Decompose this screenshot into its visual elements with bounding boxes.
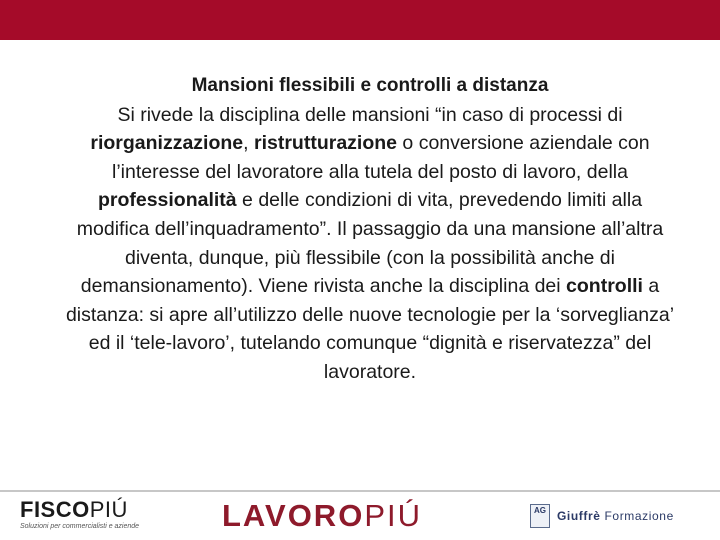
body-text-5: a distanza: si apre all’utilizzo delle nuove tecnologie per la ‘sorveglianza’ ed il ‘tele-lavoro’, tutelando comunque “dignità e riservatezza” del lavoratore.: [65, 275, 675, 383]
body-text-2: ,: [243, 132, 254, 155]
bold-term-riorganizzazione: riorganizzazione: [90, 132, 244, 155]
lavoropiu-logo: [222, 500, 472, 532]
giuffre-name: Giuffrè: [557, 509, 601, 523]
footer: [0, 490, 720, 540]
fiscopiu-logo: [20, 498, 150, 534]
lavoropiu-main: LAVORO: [222, 498, 365, 533]
giuffre-suffix: Formazione: [604, 509, 674, 523]
lavoropiu-suffix: PIÚ: [364, 498, 422, 533]
body-text-4: e delle condizioni di vita, prevedendo limiti alla modifica dell’inquadramento”. Il passaggio da una mansione all’altra diventa, dunque, più flessibile (con la possibilità anche di demansionamento). Viene rivista anche la disciplina dei: [76, 189, 664, 298]
giuffre-wordmark: [557, 509, 674, 523]
body-text-3: o conversione aziendale con l’interesse del lavoratore alla tutela del posto di lavoro, della: [112, 132, 650, 183]
slide-content: [60, 72, 680, 387]
giuffre-emblem-icon: [530, 504, 550, 528]
top-header-bar: [0, 0, 720, 40]
giuffre-mark-text: AG: [534, 506, 546, 515]
giuffre-formazione-logo: [530, 504, 710, 530]
fiscopiu-suffix: PIÚ: [89, 497, 128, 522]
fiscopiu-tagline: Soluzioni per commercialisti e aziende: [20, 523, 140, 530]
bold-term-controlli: controlli: [566, 275, 643, 298]
footer-divider: [0, 490, 720, 492]
slide-title: Mansioni flessibili e controlli a distanza: [191, 75, 549, 96]
bold-term-professionalita: professionalità: [97, 189, 237, 212]
body-text-1: Si rivede la disciplina delle mansioni “in caso di processi di: [117, 103, 623, 126]
fiscopiu-wordmark: [20, 498, 150, 522]
bold-term-ristrutturazione: ristrutturazione: [254, 132, 398, 155]
fiscopiu-main: FISCO: [20, 497, 90, 522]
